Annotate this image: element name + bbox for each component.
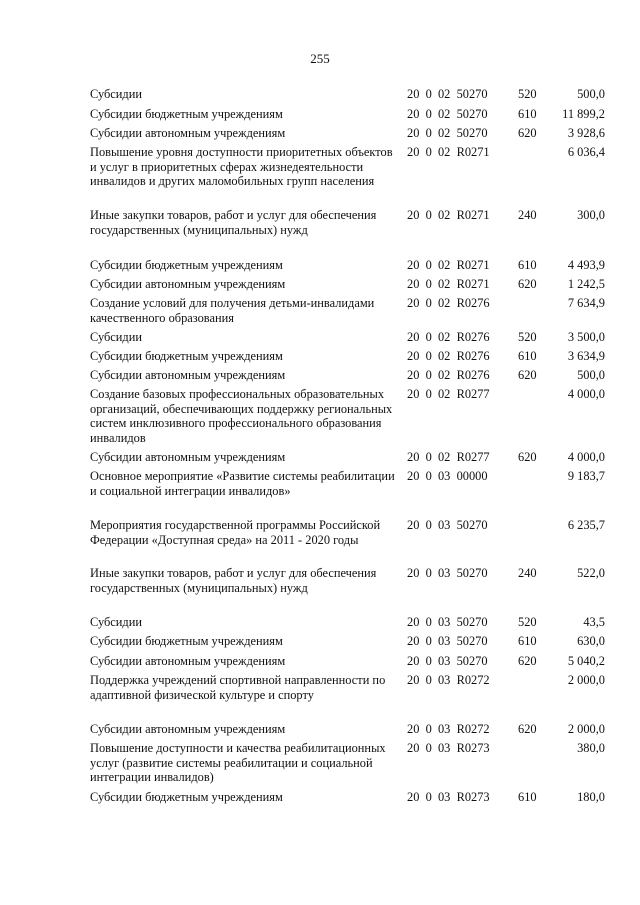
row-amount: 522,0 xyxy=(577,566,605,580)
row-vr: 620 xyxy=(518,450,537,464)
row-name: Субсидии автономным учреждениям xyxy=(90,722,286,736)
row-code: 20 0 03 00000 xyxy=(407,469,488,483)
row-vr: 240 xyxy=(518,566,537,580)
row-code: 20 0 02 R0276 xyxy=(407,368,490,382)
row-code: 20 0 02 50270 xyxy=(407,126,488,140)
row-amount: 3 928,6 xyxy=(567,126,605,140)
row-amount: 630,0 xyxy=(577,634,605,648)
row-amount: 7 634,9 xyxy=(567,296,605,310)
row-amount: 1 242,5 xyxy=(567,277,605,291)
row-code: 20 0 03 50270 xyxy=(407,654,488,668)
row-name: Мероприятия государственной программы Российской Федерации «Доступная среда» на 2011 - 2020 годы xyxy=(90,518,381,547)
row-code: 20 0 03 R0272 xyxy=(407,722,490,736)
row-code: 20 0 02 50270 xyxy=(407,107,488,121)
row-amount: 2 000,0 xyxy=(567,722,605,736)
row-code: 20 0 02 R0276 xyxy=(407,349,490,363)
row-code: 20 0 03 R0273 xyxy=(407,790,490,804)
row-vr: 610 xyxy=(518,258,537,272)
row-name: Субсидии xyxy=(90,87,142,101)
row-code: 20 0 02 R0277 xyxy=(407,450,490,464)
row-code: 20 0 02 R0277 xyxy=(407,387,490,401)
row-name: Создание условий для получения детьми-инвалидами качественного образования xyxy=(90,296,375,325)
row-code: 20 0 02 R0271 xyxy=(407,258,490,272)
row-name: Основное мероприятие «Развитие системы реабилитации и социальной интеграции инвалидов» xyxy=(90,469,395,498)
row-vr: 520 xyxy=(518,615,537,629)
row-code: 20 0 03 R0272 xyxy=(407,673,490,687)
row-vr: 610 xyxy=(518,634,537,648)
row-vr: 610 xyxy=(518,349,537,363)
row-amount: 3 500,0 xyxy=(567,330,605,344)
row-code: 20 0 02 R0276 xyxy=(407,296,490,310)
row-name: Субсидии бюджетным учреждениям xyxy=(90,107,283,121)
row-vr: 620 xyxy=(518,654,537,668)
row-amount: 500,0 xyxy=(577,368,605,382)
row-code: 20 0 03 50270 xyxy=(407,634,488,648)
row-amount: 4 493,9 xyxy=(567,258,605,272)
row-name: Субсидии автономным учреждениям xyxy=(90,277,286,291)
row-code: 20 0 03 50270 xyxy=(407,566,488,580)
row-name: Повышение уровня доступности приоритетных объектов и услуг в приоритетных сферах жизнедеятельности инвалидов и других маломобильных групп населения xyxy=(90,145,393,189)
row-name: Субсидии автономным учреждениям xyxy=(90,654,286,668)
row-name: Иные закупки товаров, работ и услуг для обеспечения государственных (муниципальных) нужд xyxy=(90,208,377,237)
row-name: Субсидии бюджетным учреждениям xyxy=(90,634,283,648)
row-amount: 300,0 xyxy=(577,208,605,222)
row-amount: 9 183,7 xyxy=(567,469,605,483)
row-amount: 500,0 xyxy=(577,87,605,101)
row-amount: 4 000,0 xyxy=(567,450,605,464)
row-amount: 4 000,0 xyxy=(567,387,605,401)
row-amount: 2 000,0 xyxy=(567,673,605,687)
row-name: Субсидии xyxy=(90,615,142,629)
row-vr: 620 xyxy=(518,277,537,291)
row-amount: 43,5 xyxy=(583,615,605,629)
row-amount: 6 036,4 xyxy=(567,145,605,159)
row-amount: 5 040,2 xyxy=(567,654,605,668)
row-code: 20 0 02 50270 xyxy=(407,87,488,101)
row-name: Субсидии xyxy=(90,330,142,344)
row-code: 20 0 03 50270 xyxy=(407,518,488,532)
row-name: Субсидии автономным учреждениям xyxy=(90,450,286,464)
row-vr: 610 xyxy=(518,107,537,121)
row-code: 20 0 02 R0271 xyxy=(407,145,490,159)
row-name: Поддержка учреждений спортивной направленности по адаптивной физической культуре и спорту xyxy=(90,673,386,702)
row-vr: 520 xyxy=(518,330,537,344)
row-name: Субсидии бюджетным учреждениям xyxy=(90,790,283,804)
page-number: 255 xyxy=(310,51,330,66)
row-vr: 240 xyxy=(518,208,537,222)
row-name: Субсидии автономным учреждениям xyxy=(90,368,286,382)
row-name: Повышение доступности и качества реабилитационных услуг (развитие системы реабилитации и социальной интеграции инвалидов) xyxy=(90,741,386,785)
row-amount: 11 899,2 xyxy=(562,107,605,121)
row-amount: 180,0 xyxy=(577,790,605,804)
row-code: 20 0 02 R0276 xyxy=(407,330,490,344)
row-vr: 620 xyxy=(518,368,537,382)
row-name: Субсидии автономным учреждениям xyxy=(90,126,286,140)
row-code: 20 0 02 R0271 xyxy=(407,277,490,291)
row-amount: 380,0 xyxy=(577,741,605,755)
row-name: Создание базовых профессиональных образовательных организаций, обеспечивающих поддержку региональных систем инклюзивного профессионального образования инвалидов xyxy=(90,387,393,445)
row-amount: 3 634,9 xyxy=(567,349,605,363)
row-vr: 610 xyxy=(518,790,537,804)
row-name: Субсидии бюджетным учреждениям xyxy=(90,258,283,272)
row-name: Субсидии бюджетным учреждениям xyxy=(90,349,283,363)
row-code: 20 0 03 R0273 xyxy=(407,741,490,755)
row-vr: 620 xyxy=(518,722,537,736)
row-amount: 6 235,7 xyxy=(567,518,605,532)
row-name: Иные закупки товаров, работ и услуг для обеспечения государственных (муниципальных) нужд xyxy=(90,566,377,595)
row-code: 20 0 02 R0271 xyxy=(407,208,490,222)
row-vr: 620 xyxy=(518,126,537,140)
row-vr: 520 xyxy=(518,87,537,101)
row-code: 20 0 03 50270 xyxy=(407,615,488,629)
